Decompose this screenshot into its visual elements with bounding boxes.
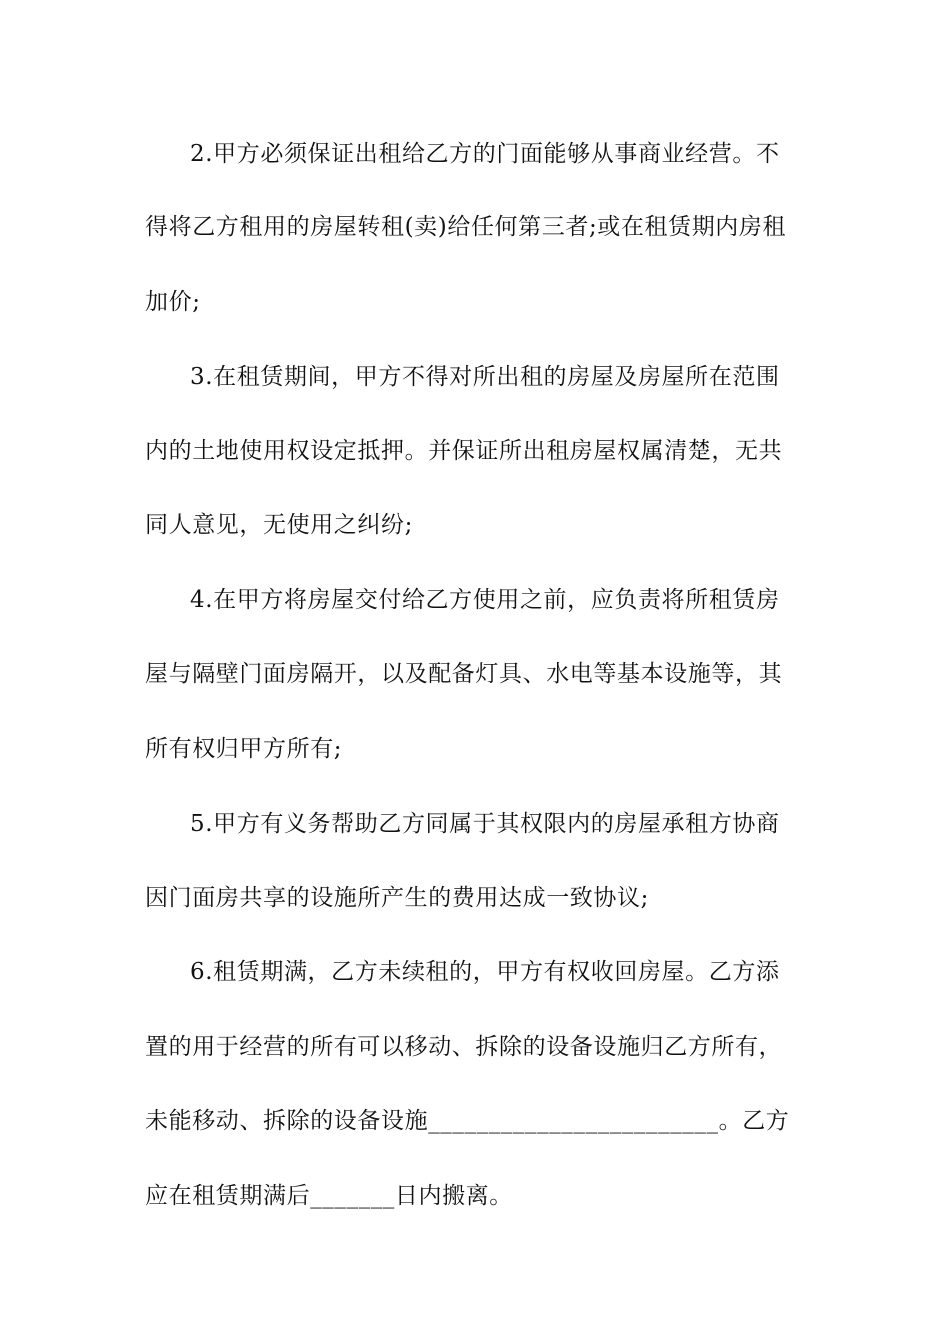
- clause-4-line-3: 所有权归甲方所有;: [145, 736, 343, 762]
- clause-5-line-2: 因门面房共享的设施所产生的费用达成一致协议;: [145, 885, 649, 911]
- clause-5-line-1: 5.甲方有义务帮助乙方同属于其权限内的房屋承租方协商: [190, 811, 780, 837]
- clause-2-line-2: 得将乙方租用的房屋转租(卖)给任何第三者;或在租赁期内房租: [145, 214, 787, 240]
- clause-6-line-2: 置的用于经营的所有可以移动、拆除的设备设施归乙方所有，: [145, 1034, 783, 1060]
- clause-3-line-2: 内的土地使用权设定抵押。并保证所出租房屋权属清楚，无共: [145, 438, 783, 464]
- clause-6-line-3: 未能移动、拆除的设备设施________________________。乙方: [145, 1108, 790, 1134]
- clause-4-line-2: 屋与隔壁门面房隔开，以及配备灯具、水电等基本设施等，其: [145, 661, 783, 687]
- clause-2-line-3: 加价;: [145, 289, 201, 315]
- clause-6-line-1: 6.租赁期满，乙方未续租的，甲方有权收回房屋。乙方添: [190, 959, 780, 985]
- clause-2-line-1: 2.甲方必须保证出租给乙方的门面能够从事商业经营。不: [190, 141, 780, 167]
- clause-6-line-4: 应在租赁期满后_______日内搬离。: [145, 1183, 513, 1209]
- clause-4-line-1: 4.在甲方将房屋交付给乙方使用之前，应负责将所租赁房: [190, 587, 780, 613]
- clause-3-line-3: 同人意见，无使用之纠纷;: [145, 512, 413, 538]
- clause-3-line-1: 3.在租赁期间，甲方不得对所出租的房屋及房屋所在范围: [190, 364, 780, 390]
